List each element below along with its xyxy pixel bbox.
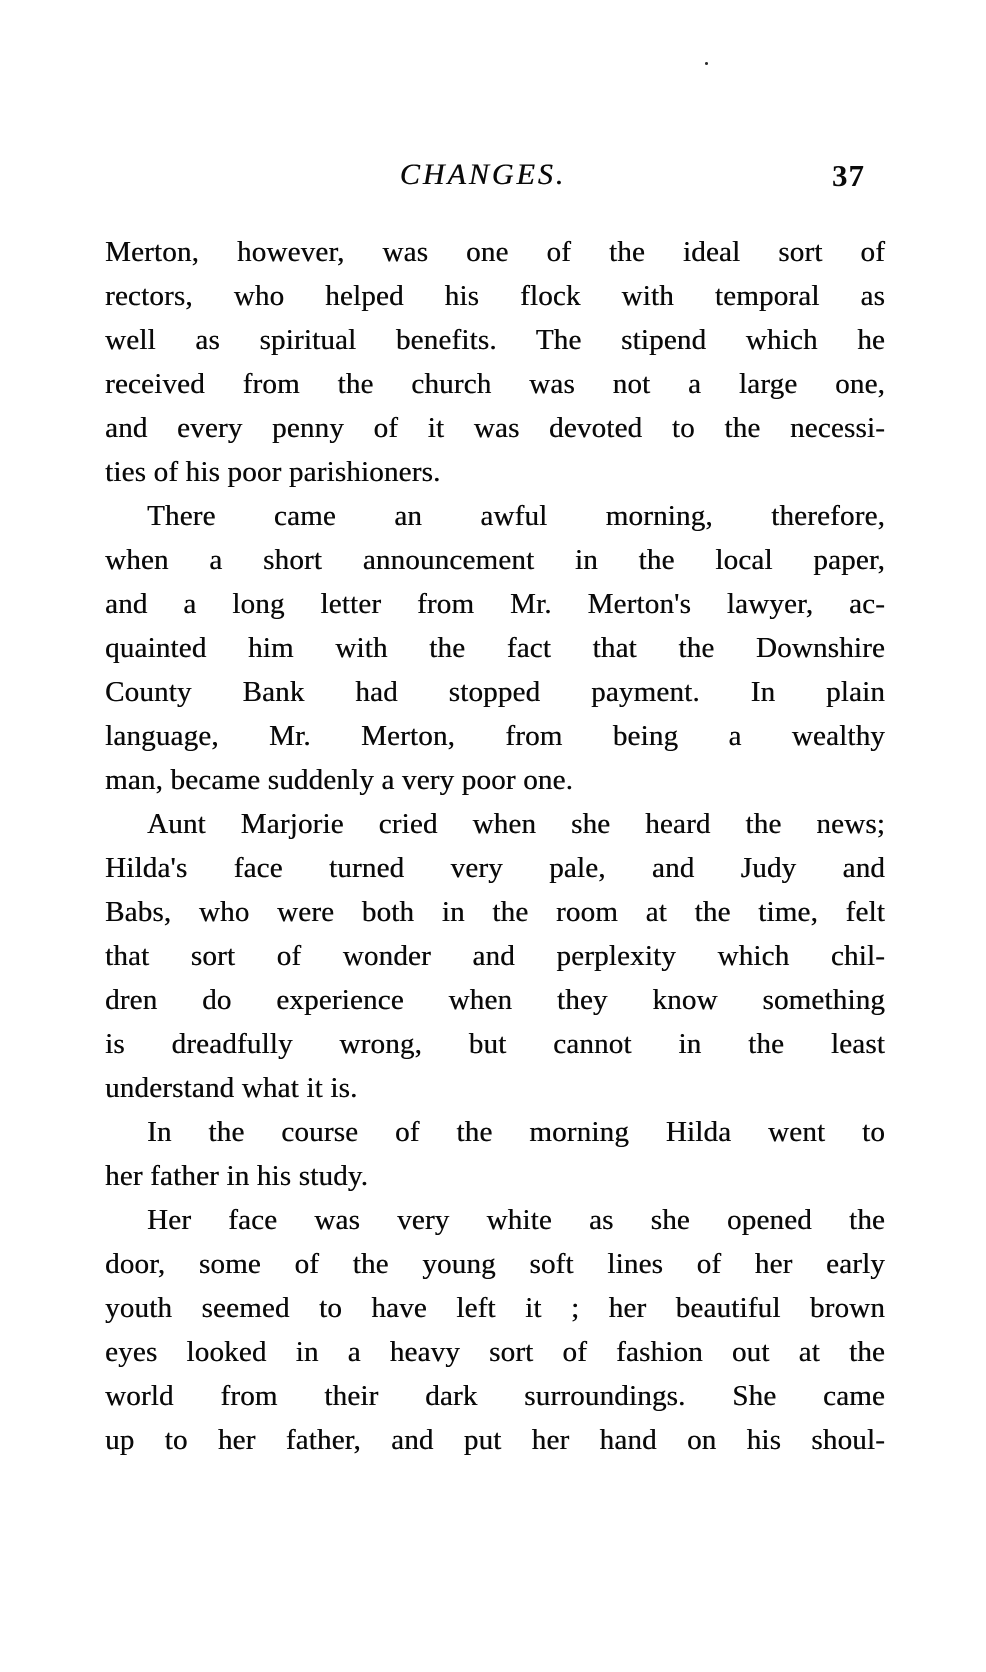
text-line: There came an awful morning, therefore, [147, 500, 885, 532]
text-line: received from the church was not a large one, [105, 368, 885, 400]
text-line: Babs, who were both in the room at the time, felt [105, 896, 885, 928]
chapter-title: CHANGES. [399, 158, 567, 191]
body-text [105, 230, 885, 1462]
text-line: In the course of the morning Hilda went to [147, 1116, 885, 1148]
text-line: eyes looked in a heavy sort of fashion out at the [105, 1336, 885, 1368]
text-line: language, Mr. Merton, from being a wealthy [105, 720, 885, 752]
paragraph [105, 1198, 885, 1462]
text-line: and a long letter from Mr. Merton's lawyer, ac- [105, 588, 885, 620]
text-line: understand what it is. [105, 1072, 358, 1104]
text-line: well as spiritual benefits. The stipend which he [105, 324, 885, 356]
text-line: ties of his poor parishioners. [105, 456, 441, 488]
paragraph [105, 802, 885, 1110]
text-line: door, some of the young soft lines of her early [105, 1248, 885, 1280]
paragraph [105, 494, 885, 802]
text-line: Hilda's face turned very pale, and Judy and [105, 852, 885, 884]
page-number: 37 [832, 158, 865, 193]
text-line: is dreadfully wrong, but cannot in the least [105, 1028, 885, 1060]
text-line: up to her father, and put her hand on his shoul- [105, 1424, 885, 1456]
paragraph [105, 230, 885, 494]
text-line: Merton, however, was one of the ideal sort of [105, 236, 885, 268]
text-line: quainted him with the fact that the Downshire [105, 632, 885, 664]
text-line: when a short announcement in the local paper, [105, 544, 885, 576]
scan-speck-dot [705, 62, 708, 65]
text-line: County Bank had stopped payment. In plain [105, 676, 885, 708]
text-line: rectors, who helped his flock with temporal as [105, 280, 885, 312]
text-line: Aunt Marjorie cried when she heard the news; [147, 808, 885, 840]
text-line: dren do experience when they know something [105, 984, 885, 1016]
text-line: and every penny of it was devoted to the necessi- [105, 412, 885, 444]
text-line: her father in his study. [105, 1160, 369, 1192]
text-line: youth seemed to have left it ; her beautiful brown [105, 1292, 885, 1324]
running-header [105, 158, 885, 200]
text-line: world from their dark surroundings. She came [105, 1380, 885, 1412]
text-line: that sort of wonder and perplexity which chil- [105, 940, 885, 972]
paragraph [105, 1110, 885, 1198]
text-line: Her face was very white as she opened the [147, 1204, 885, 1236]
text-line: man, became suddenly a very poor one. [105, 764, 574, 796]
